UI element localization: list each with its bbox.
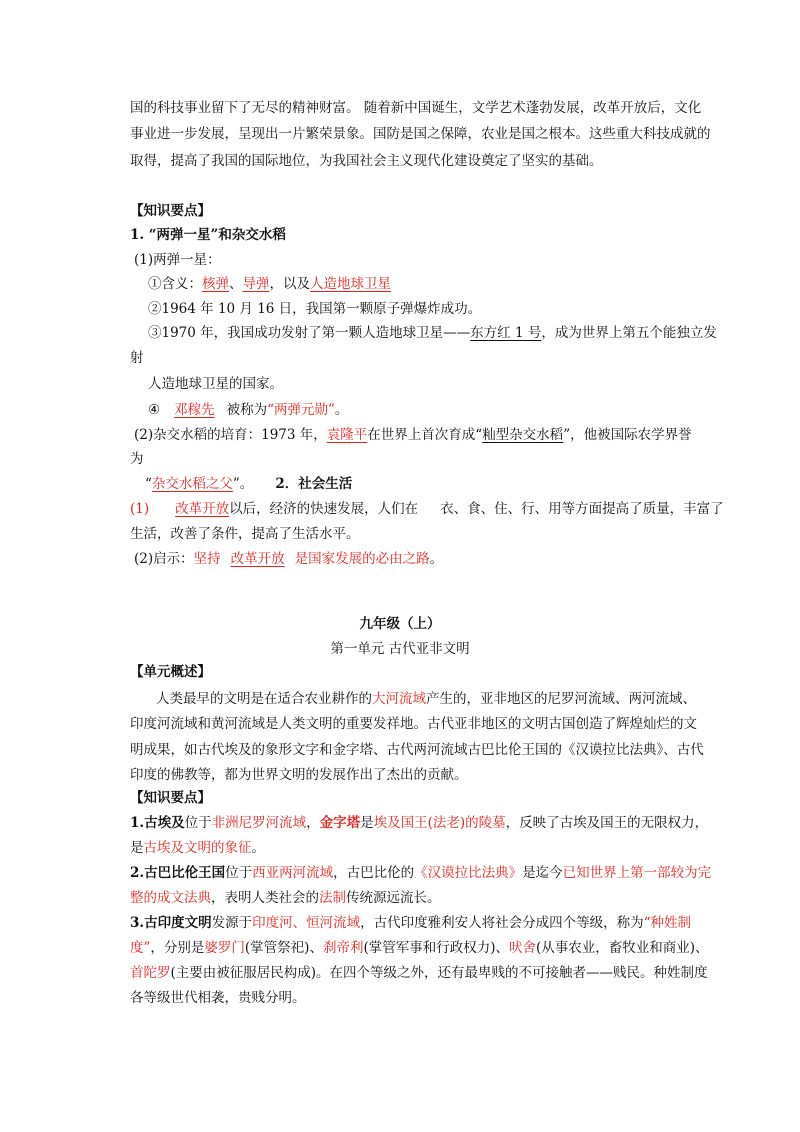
answer-dongfanghong: 东方红 1 号 (470, 325, 542, 341)
item-reform: (1) 改革开放以后，经济的快速发展，人们在 衣、食、住、行、用等方面提高了质量，丰富了 (130, 501, 724, 517)
subsection-hybrid-rice: (2)杂交水稻的培育：1973 年，袁隆平在世界上首次育成“籼型杂交水稻”，他被国际农学界誉 (134, 427, 692, 443)
overview-line-1: 人类最早的文明是在适合农业耕作的大河流域产生的，亚非地区的尼罗河流域、两河流域、 (156, 691, 696, 707)
answer-father-of-hybrid-rice: 杂交水稻之父 (151, 476, 233, 492)
grade-title: 九年级（上） (359, 616, 441, 632)
item-ancient-india-cont-3: 各等级世代相袭，贵贱分明。 (130, 990, 306, 1006)
intro-line-3: 取得，提高了我国的国际地位，为我国社会主义现代化建设奠定了坚实的基础。 (130, 153, 603, 169)
answer-satellite: 人造地球卫星 (310, 276, 391, 292)
knowledge-heading: 【知识要点】 (130, 203, 211, 219)
subsection-hybrid-rice-cont: 为 (130, 451, 144, 467)
item-deng: ④ 邓稼先 被称为“两弹元勋”。 (148, 402, 349, 418)
item-ancient-india-cont-2: 首陀罗(主要由被征服居民构成)。在四个等级之外，还有最卑贱的不可接触者——贱民。种姓制度 (130, 965, 708, 981)
item-1970-cont-2: 人造地球卫星的国家。 (148, 376, 283, 392)
answer-reform-opening: 改革开放 (175, 501, 230, 517)
item-father-hybrid-rice: “杂交水稻之父”。 2．社会生活 (145, 476, 353, 492)
item-inspiration: (2)启示：坚持 改革开放 是国家发展的必由之路。 (134, 551, 444, 567)
answer-pyramids: 金字塔 (319, 815, 361, 831)
item-1970: ③1970 年，我国成功发射了第一颗人造地球卫星——东方红 1 号，成为世界上第五个能独立发 (148, 325, 717, 341)
item-babylon-cont: 整的成文法典，表明人类社会的法制传统源远流长。 (130, 890, 441, 906)
answer-reform-opening-2: 改革开放 (230, 551, 285, 567)
overview-line-2: 印度河流域和黄河流域是人类文明的重要发祥地。古代亚非地区的文明古国创造了辉煌灿烂的文 (130, 716, 697, 732)
overview-line-3: 明成果，如古代埃及的象形文字和金字塔、古代两河流域古巴比伦王国的《汉谟拉比法典》、古代 (130, 742, 704, 758)
item-ancient-egypt: 1.古埃及位于非洲尼罗河流域，金字塔是埃及国王(法老)的陵墓，反映了古埃及国王的无限权力， (130, 815, 709, 831)
answer-yuan-longping: 袁隆平 (326, 427, 368, 443)
unit-title: 第一单元 古代亚非文明 (330, 641, 470, 657)
item-babylon: 2.古巴比伦王国位于西亚两河流域，古巴比伦的《汉谟拉比法典》是迄今已知世界上第一部较为完 (130, 865, 712, 881)
answer-missile: 导弹 (242, 276, 270, 292)
answer-two-bombs-hero: “两弹元勋” (267, 402, 335, 418)
item-ancient-india-cont: 度”，分别是婆罗门(掌管祭祀)、刹帝利(掌管军事和行政权力)、吠舍(从事农业，畜牧业和商业)、 (130, 940, 709, 956)
item-meaning: ①含义：核弹、导弹，以及人造地球卫星 (148, 276, 391, 292)
unit-overview-heading: 【单元概述】 (130, 664, 211, 680)
item-ancient-india: 3.古印度文明发源于印度河、恒河流域，古代印度雅利安人将社会分成四个等级，称为“种姓制 (130, 915, 691, 931)
item-1964: ②1964 年 10 月 16 日，我国第一颗原子弹爆炸成功。 (148, 301, 482, 317)
subsection-two-bombs-one-satellite: (1)两弹一星： (134, 252, 221, 268)
item-reform-cont: 生活，改善了条件，提高了生活水平。 (130, 526, 360, 542)
answer-indica-hybrid-rice: 籼型杂交水稻 (482, 427, 564, 443)
item-ancient-egypt-cont: 是古埃及文明的象征。 (130, 840, 265, 856)
intro-line-2: 事业进一步发展，呈现出一片繁荣景象。国防是国之保障，农业是国之根本。这些重大科技成就的 (130, 126, 711, 142)
item-1970-cont: 射 (130, 350, 144, 366)
section-title-social-life: 2．社会生活 (275, 476, 353, 492)
answer-deng-jiaxian: 邓稼先 (174, 402, 215, 418)
answer-river-valleys: 大河流域 (372, 691, 426, 707)
overview-line-4: 印度的佛教等，都为世界文明的发展作出了杰出的贡献。 (130, 767, 468, 783)
section-title-two-bombs: 1. “两弹一星”和杂交水稻 (130, 227, 286, 243)
knowledge-heading-2: 【知识要点】 (130, 790, 211, 806)
answer-nuclear-bomb: 核弹 (202, 276, 229, 292)
answer-hammurabi-code: 《汉谟拉比法典》 (414, 865, 523, 881)
intro-line-1: 国的科技事业留下了无尽的精神财富。 随着新中国诞生，文学艺术蓬勃发展，改革开放后，文化 (130, 100, 702, 116)
